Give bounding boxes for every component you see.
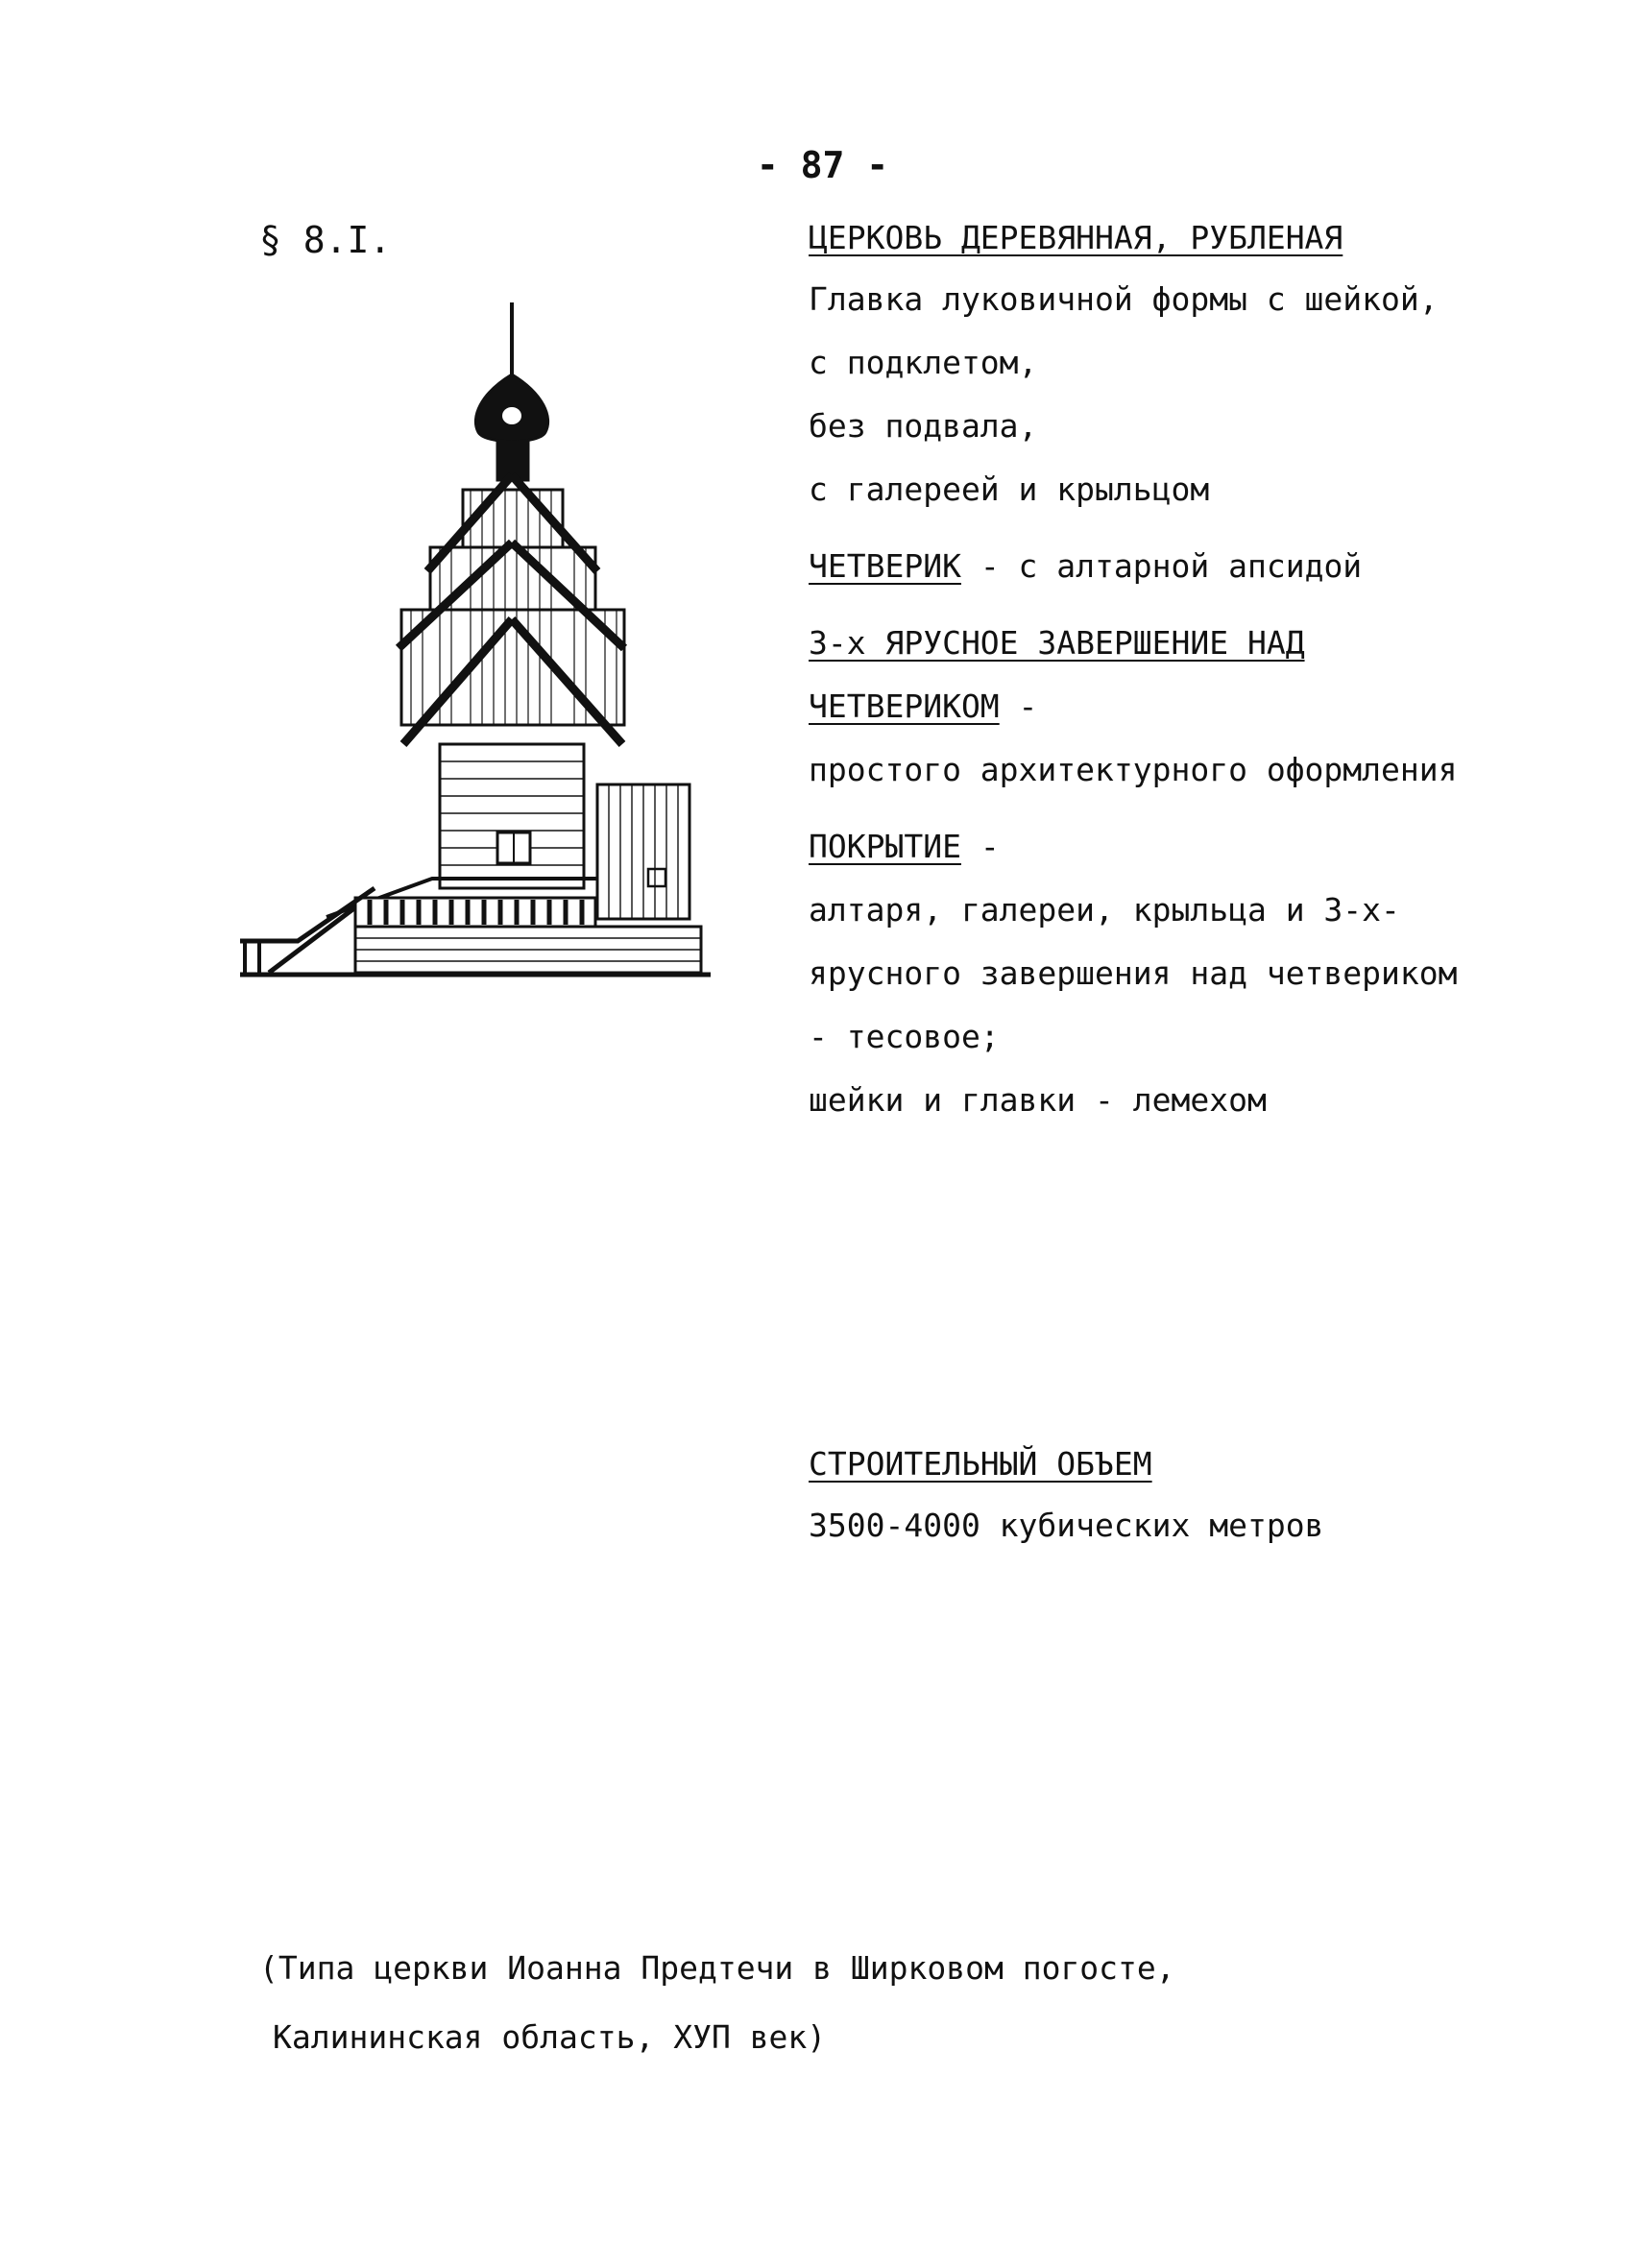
page-number: - 87 - (756, 144, 889, 186)
church-elevation-drawing (240, 302, 720, 1003)
chetverik-line (809, 547, 1596, 624)
feature-line: с подклетом, (809, 344, 1038, 381)
completion-dash: - (999, 688, 1038, 725)
volume-value: 3500-4000 кубических метров (809, 1507, 1324, 1544)
heading: ЦЕРКОВЬ ДЕРЕВЯННАЯ, РУБЛЕНАЯ (809, 219, 1343, 256)
section-number: § 8.I. (259, 219, 392, 261)
roofing-dash: - (960, 828, 1000, 865)
completion-label-2: ЧЕТВЕРИКОМ (809, 688, 1000, 725)
description-column (809, 219, 1596, 1145)
caption-line-2: Калининская область, ХУП век) (273, 2018, 827, 2056)
roofing-line: - тесовое; (809, 1018, 1000, 1055)
feature-line: Главка луковичной формы с шейкой, (809, 280, 1439, 318)
volume-label: СТРОИТЕЛЬНЫЙ ОБЪЕМ (809, 1445, 1152, 1483)
feature-line: без подвала, (809, 407, 1038, 445)
completion-label-1: 3-х ЯРУСНОЕ ЗАВЕРШЕНИЕ НАД (809, 624, 1305, 662)
completion-label-line (809, 688, 1596, 751)
building-volume (809, 1445, 1323, 1545)
chetverik-label: ЧЕТВЕРИК (809, 547, 961, 585)
completion-text: простого архитектурного оформления (809, 751, 1458, 788)
completion-label-line (809, 624, 1596, 688)
chetverik-text: - с алтарной апсидой (960, 547, 1363, 585)
roofing-line: шейки и главки - лемехом (809, 1081, 1267, 1119)
roofing-line: алтаря, галереи, крыльца и 3-х- (809, 891, 1400, 929)
roofing-line: ярусного завершения над четвериком (809, 954, 1458, 992)
roofing-label: ПОКРЫТИЕ (809, 828, 961, 865)
figure-caption (259, 1949, 1175, 2057)
feature-line: с галереей и крыльцом (809, 470, 1210, 508)
roofing-label-line (809, 828, 1596, 891)
caption-line-1: (Типа церкви Иоанна Предтечи в Ширковом погосте, (259, 1949, 1175, 1987)
